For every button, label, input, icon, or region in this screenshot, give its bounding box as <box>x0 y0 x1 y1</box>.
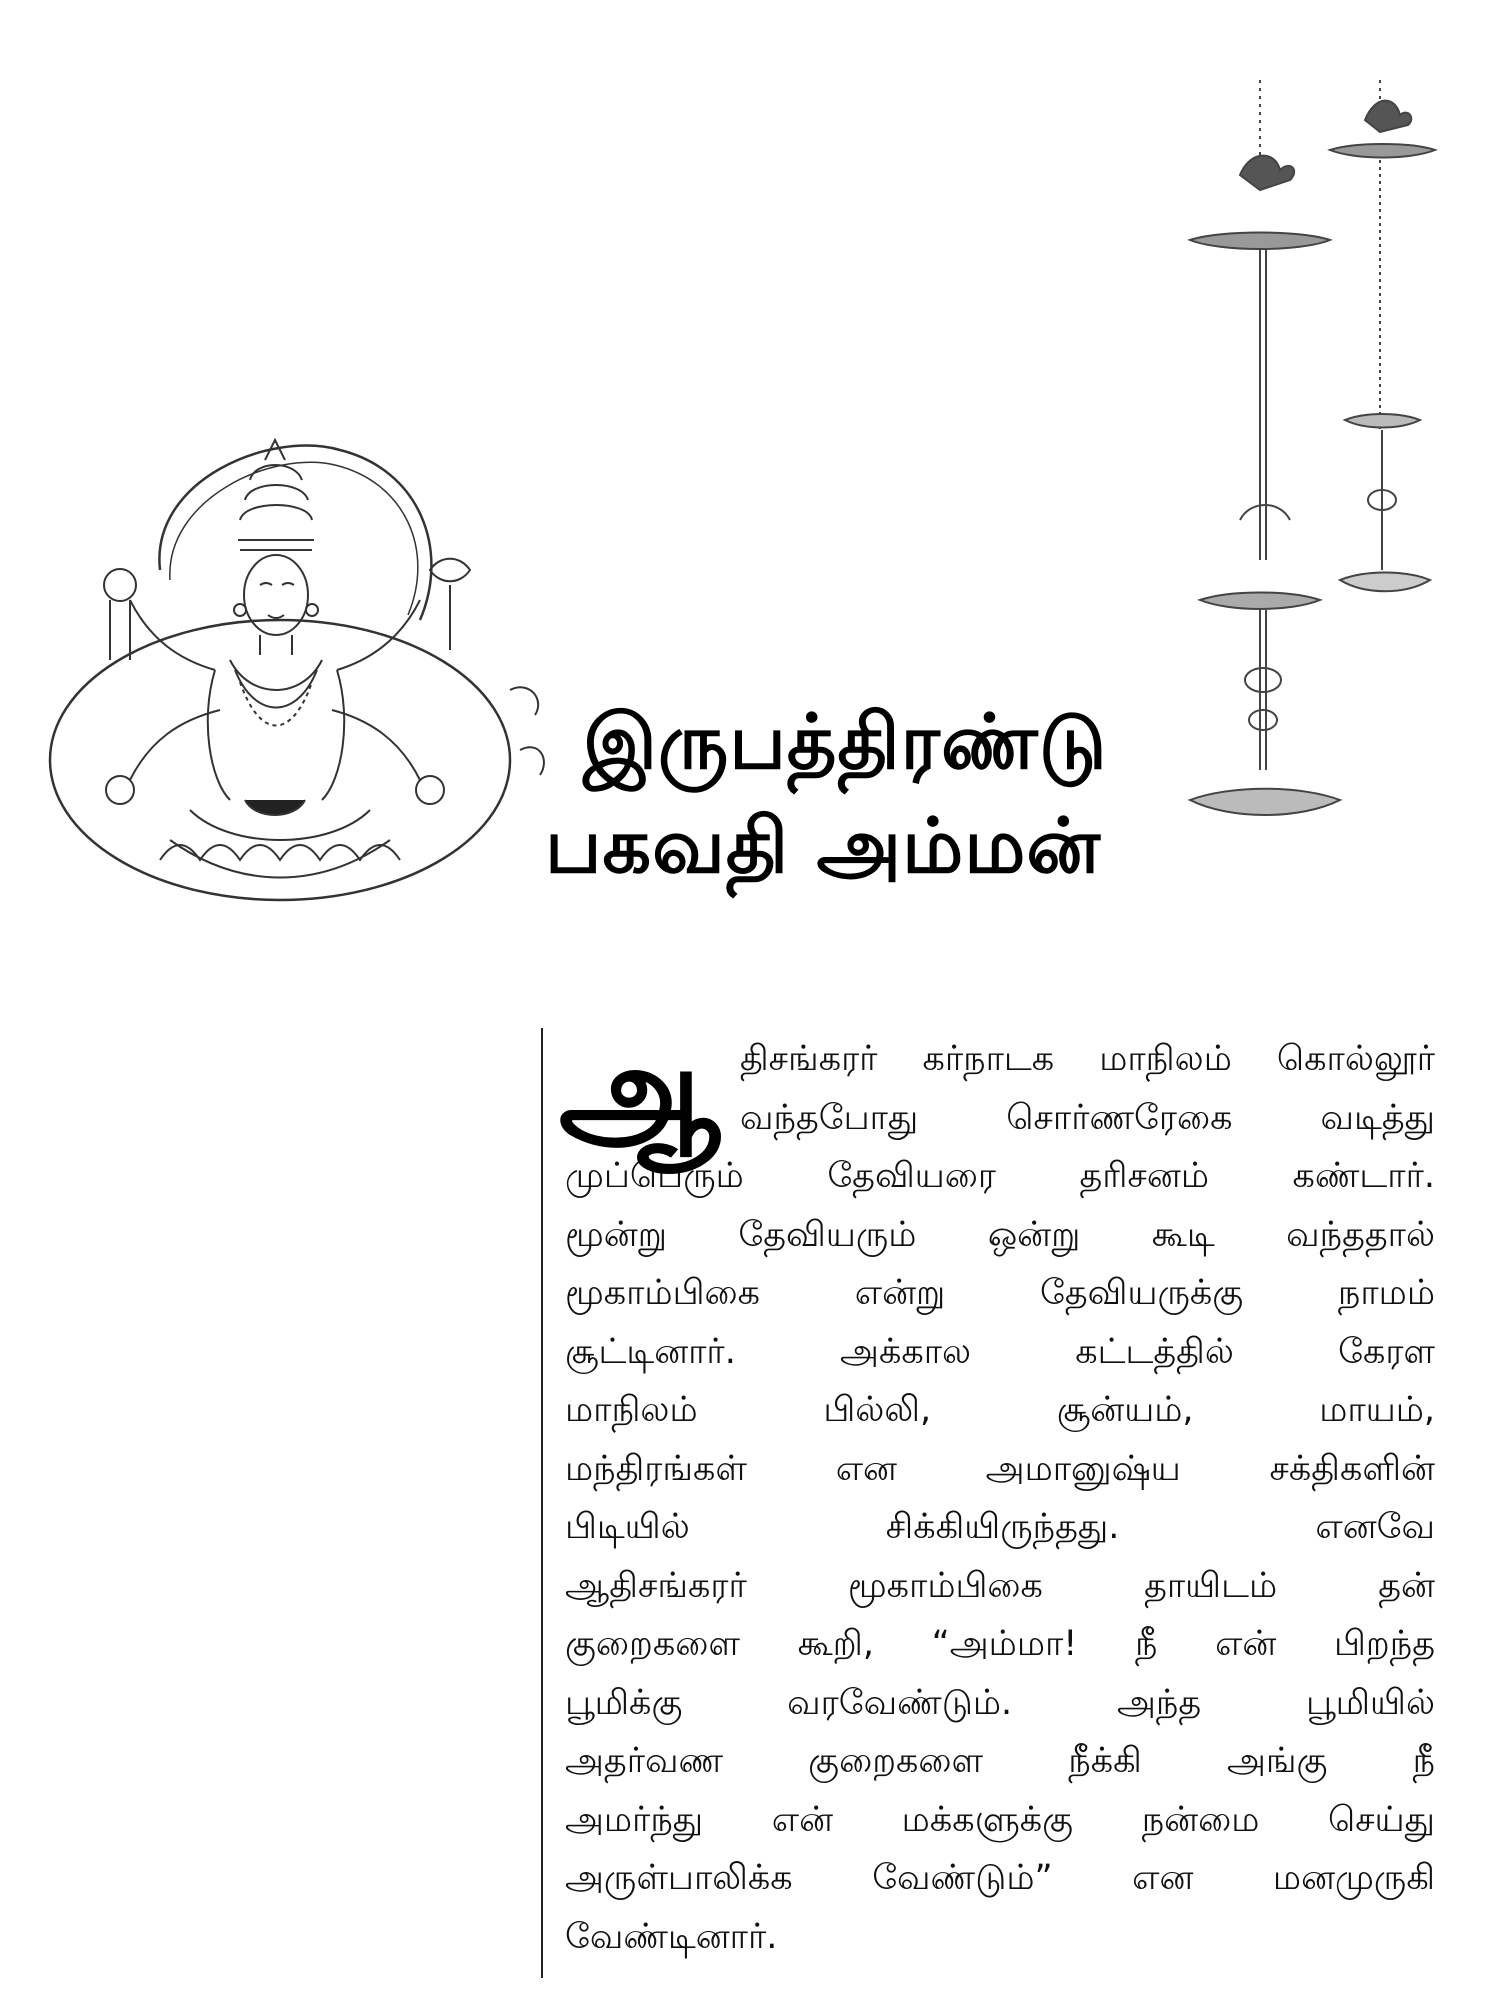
body-line: பூமிக்கு வரவேண்டும். அந்த பூமியில் <box>565 1682 1435 1723</box>
body-line: மூகாம்பிகை என்று தேவியருக்கு நாமம் <box>565 1273 1435 1313</box>
body-line: ஆதிசங்கரர் மூகாம்பிகை தாயிடம் தன் <box>565 1565 1435 1606</box>
body-line: மந்திரங்கள் என அமானுஷ்ய சக்திகளின் <box>565 1448 1435 1489</box>
body-line: முப்பெரும் தேவியரை தரிசனம் கண்டார். <box>565 1156 1435 1196</box>
body-line: அமர்ந்து என் மக்களுக்கு நன்மை செய்து <box>565 1799 1435 1840</box>
body-line: பிடியில் சிக்கியிருந்தது. எனவே <box>565 1507 1435 1547</box>
body-line: குறைகளை கூறி, “அம்மா! நீ என் பிறந்த <box>565 1624 1435 1664</box>
body-line: சூட்டினார். அக்கால கட்டத்தில் கேரள <box>565 1331 1435 1372</box>
article-title <box>545 690 1245 898</box>
body-line: மூன்று தேவியரும் ஒன்று கூடி வந்ததால் <box>565 1214 1435 1255</box>
goddess-illustration <box>40 420 560 920</box>
body-line: மாநிலம் பில்லி, சூன்யம், மாயம், <box>565 1390 1435 1430</box>
body-line: திசங்கரர் கர்நாடக மாநிலம் கொல்லூர் <box>740 1039 1435 1079</box>
article-body <box>559 1017 1435 1966</box>
body-line: வந்தபோது சொர்ணரேகை வடித்து <box>740 1097 1435 1138</box>
body-line: அதர்வண குறைகளை நீக்கி அங்கு நீ <box>565 1741 1435 1781</box>
body-line: அருள்பாலிக்க வேண்டும்” என மனமுருகி <box>565 1858 1435 1898</box>
title-line-2: பகவதி அம்மன் <box>545 801 1102 890</box>
drop-cap: ஆ <box>559 1017 721 1166</box>
title-line-1: இருபத்திரண்டு <box>583 697 1108 786</box>
body-line: வேண்டினார். <box>565 1916 778 1957</box>
column-divider <box>541 1028 543 1978</box>
